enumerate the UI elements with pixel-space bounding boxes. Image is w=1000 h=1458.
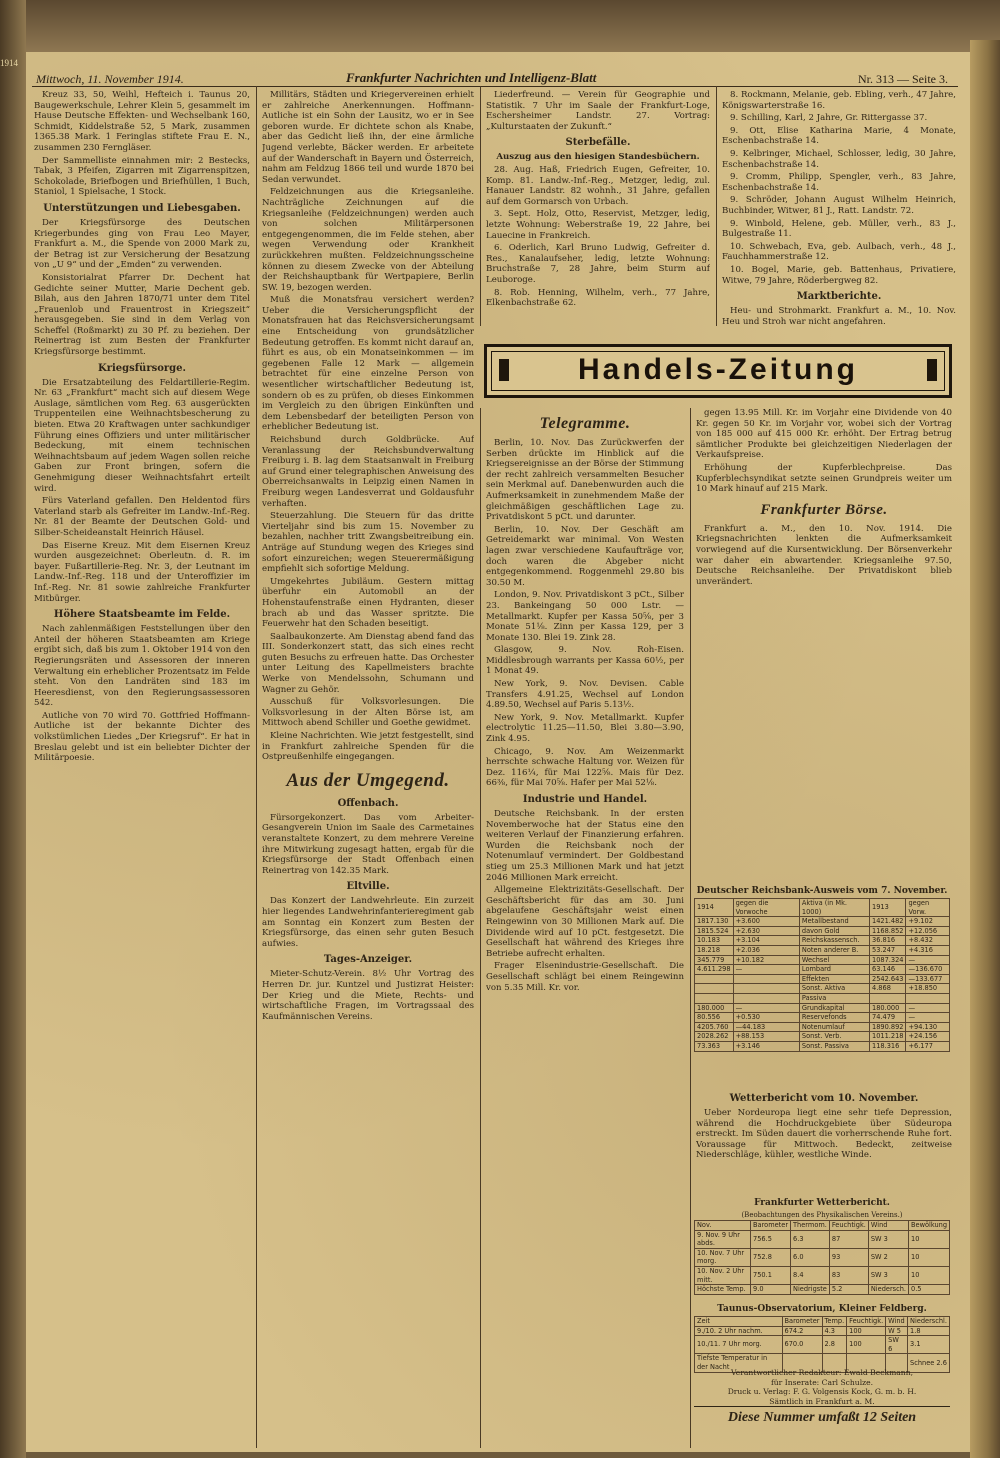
paragraph: New York, 9. Nov. Metallmarkt. Kupfer electrolytic 11.25—11.50, Blei 3.80—3.90, Zink 4.95. bbox=[486, 712, 684, 745]
table-cell: SW 3 bbox=[868, 1230, 908, 1248]
table-cell: davon Gold bbox=[799, 926, 869, 936]
table-cell: Thermom. bbox=[791, 1221, 830, 1231]
table-cell: +2.036 bbox=[733, 945, 799, 955]
table-cell bbox=[695, 984, 734, 994]
imprint bbox=[694, 1368, 950, 1427]
table-cell: 4.3 bbox=[822, 1326, 847, 1336]
paragraph: Berlin, 10. Nov. Das Zurückwerfen der Serben drückte im Hinblick auf die Kriegsereignisse an der Börse der Stimmung der recht zahlreich versammelten Besucher sein Merkmal auf. Danebenwurden auch die Aufmerksamkeit in zunehmendem Maße der gleichmäßigen geschäftlichen Lage zu. Privatdiskont 5 pCt. und darunter. bbox=[486, 438, 684, 523]
paragraph: 10. Bogel, Marie, geb. Battenhaus, Privatiere, Witwe, 79 Jahre, Röderbergweg 82. bbox=[722, 264, 956, 286]
paragraph: Erhöhung der Kupferblechpreise. Das Kupferblechsyndikat setzte seinen Grundpreis weiter um 10 Mark hinauf auf 215 Mark. bbox=[696, 462, 952, 495]
table-cell bbox=[695, 974, 734, 984]
paragraph: 8. Rockmann, Melanie, geb. Ebling, verh., 47 Jahre, Königswarterstraße 16. bbox=[722, 90, 956, 111]
paragraph: 9. Kelbringer, Michael, Schlosser, ledig, 30 Jahre, Eschenbachstraße 14. bbox=[722, 148, 956, 170]
table-cell: 8.4 bbox=[791, 1266, 830, 1284]
paragraph: Feldzeichnungen aus die Kriegsanleihe. Nachträgliche Zeichnungen auf die Kriegsanleihe (Feldzeichnungen) werden auch von solchen Militärpersonen entgegengenommen, die im Felde stehen, aber wegen Verwendung oder Krankheit zurückkehren mußten. Feldzeichnungsscheine können zu diesem Zwecke von der Abteilung der Reichshauptbank für Wertpapiere, Berlin SW. 19, bezogen werden. bbox=[262, 187, 474, 293]
table-cell bbox=[733, 993, 799, 1003]
table-cell: 10. Nov. 7 Uhr morg. bbox=[695, 1248, 751, 1266]
table-row bbox=[695, 1285, 950, 1295]
table-cell: +10.182 bbox=[733, 955, 799, 965]
table-cell: 100 bbox=[847, 1336, 886, 1354]
edge-year: 1914 bbox=[0, 58, 18, 68]
table-cell: 4205.760 bbox=[695, 1022, 734, 1032]
table-row bbox=[695, 1221, 950, 1231]
table-cell: Grundkapital bbox=[799, 1003, 869, 1013]
table-cell: 670.0 bbox=[782, 1336, 822, 1354]
table-cell: 80.556 bbox=[695, 1013, 734, 1023]
table-cell: 10./11. 7 Uhr morg. bbox=[695, 1336, 783, 1354]
paragraph: 9. Winbold, Helene, geb. Müller, verh., 83 J., Bulgestraße 11. bbox=[722, 218, 956, 240]
paragraph: Fürsorgekonzert. Das vom Arbeiter-Gesangverein Union im Saale des Carmetaines veranstaltete Konzert, zu dem mehrere Vereine ihre Mitwirkung zugesagt hatten, ergab für die Kriegsfürsorge der Stadt Offenbach einen Reinertrag von 142.35 Mark. bbox=[262, 812, 474, 876]
table-cell: W 5 bbox=[886, 1326, 908, 1336]
paragraph: Ueber Nordeuropa liegt eine sehr tiefe Depression, während die Hochdruckgebiete über Südeuropa erstreckt. Im Süden dauert die vorherrschende Ruhe fort. Voraussage für Mittwoch. Bedeckt, zeitweise Niederschläge, kühler, westliche Winde. bbox=[696, 1108, 952, 1161]
table-row bbox=[695, 1326, 950, 1336]
table-cell: gegen Vorw. bbox=[906, 899, 950, 917]
table-cell: 9.0 bbox=[751, 1285, 791, 1295]
table-title: Deutscher Reichsbank-Ausweis vom 7. November. bbox=[696, 886, 948, 896]
section-heading: Industrie und Handel. bbox=[522, 794, 648, 805]
imprint-line: Verantwortlicher Redakteur: Ewald Beckmann, bbox=[730, 1368, 914, 1377]
table-cell: Zeit bbox=[695, 1317, 783, 1327]
imprint-line: Sämtlich in Frankfurt a. M. bbox=[769, 1396, 875, 1406]
table-cell: Metallbestand bbox=[799, 917, 869, 927]
table-cell: +0.530 bbox=[733, 1013, 799, 1023]
table-row bbox=[695, 945, 950, 955]
banner-title: Handels-Zeitung bbox=[577, 353, 858, 386]
paragraph: Steuerzahlung. Die Steuern für das dritte Vierteljahr sind bis zum 15. November zu bezahlen, nachher tritt Zwangsbeitreibung ein. Anträge auf Stundung wegen des Krieges sind sofort einzureichen; wegen Steuerermäßigung empfiehlt sich sofortige Meldung. bbox=[262, 511, 474, 575]
table-cell: Reservefonds bbox=[799, 1013, 869, 1023]
table-title: Frankfurter Wetterbericht. bbox=[754, 1198, 890, 1208]
table-row bbox=[695, 917, 950, 927]
paragraph: Saalbaukonzerte. Am Dienstag abend fand das III. Sonderkonzert statt, das sich eines recht guten Besuchs zu erfreuen hatte. Das Orchester unter Leitung des Kapellmeisters brachte Werke von Mendelssohn, Schumann und Wagner zu Gehör. bbox=[262, 631, 474, 695]
paragraph: 8. Rob. Henning, Wilhelm, verh., 77 Jahre, Elkenbachstraße 62. bbox=[486, 287, 710, 309]
table-cell: SW 6 bbox=[886, 1336, 908, 1354]
column-rule bbox=[480, 86, 481, 326]
table-cell: Bewölkung bbox=[909, 1221, 950, 1231]
table-cell: +4.316 bbox=[906, 945, 950, 955]
table-cell: Höchste Temp. bbox=[695, 1285, 751, 1295]
table-cell: +8.432 bbox=[906, 936, 950, 946]
table-cell: Reichskassensch. bbox=[799, 936, 869, 946]
table-cell: Aktiva (in Mk. 1000) bbox=[799, 899, 869, 917]
paragraph: Der Kriegsfürsorge des Deutschen Kriegerbundes ging von Frau Leo Mayer, Frankfurt a. M., die Spende von 2000 Mark zu, der Betrag ist zur Versicherung der Besatzung von „U 9“ und der „Emden“ zu verwenden. bbox=[34, 217, 250, 271]
table-cell: 1.8 bbox=[908, 1326, 950, 1336]
paragraph: Muß die Monatsfrau versichert werden? Ueber die Versicherungspflicht der Monatsfrauen hat das Reichsversicherungsamt eine Entscheidung von grundsätzlicher Bedeutung getroffen. Es kommt nicht darauf an, führt es aus, ob ein Monatseinkommen — im gegebenen Falle 12 Mark — allgemein betrachtet für eine einzelne Person von wesentlicher wirtschaftlicher Bedeutung ist, sondern ob es zu prüfen, ob dieses Einkommen im Vergleich zu den übrigen Einkünften und dem Lebensbedarf der beteiligten Person von erheblicher Bedeutung ist. bbox=[262, 295, 474, 433]
table-cell: Sonst. Verb. bbox=[799, 1032, 869, 1042]
paragraph: gegen 13.95 Mill. Kr. im Vorjahr eine Dividende von 40 Kr. gegen 50 Kr. im Vorjahr vor, wobei sich der Vortrag von 185 000 auf 415 000 Kr. erhöht. Der Ertrag betrug sämtlicher Produkte bei gleichzeitigen Niederlagen der Verkaufspreise. bbox=[696, 408, 952, 461]
table-cell bbox=[733, 974, 799, 984]
column-1 bbox=[34, 90, 250, 1448]
table-cell: +6.177 bbox=[906, 1041, 950, 1051]
paragraph: Millitärs, Städten und Kriegervereinen erhielt er zahlreiche Anerkennungen. Hoffmann-Autliche ist ein Sohn der Lausitz, wo er in See geboren wurde. Er dichtete schon als Knabe, aber das Gedicht ließ ihn, der eine ärmliche Jugend verlebte, Bäcker werden. Er arbeitete auf der Wanderschaft in Bayern und Österreich, nahm am Feldzug 1866 teil und wurde 1870 bei Sedan verwundet. bbox=[262, 90, 474, 185]
table-cell: 1913 bbox=[870, 899, 906, 917]
paragraph: Kleine Nachrichten. Wie jetzt festgestellt, sind in Frankfurt zahlreiche Spenden für die Ostpreußenhilfe eingegangen. bbox=[262, 731, 474, 763]
column-rule bbox=[690, 408, 691, 1448]
table-cell: SW 2 bbox=[868, 1248, 908, 1266]
header-date: Mittwoch, 11. November 1914. bbox=[36, 72, 184, 86]
paragraph: Liederfreund. — Verein für Geographie und Statistik. 7 Uhr im Saale der Frankfurt-Loge, Eschersheimer Landstr. 27. Vortrag: „Kulturstaaten der Zukunft.“ bbox=[486, 90, 710, 132]
table-cell: Passiva bbox=[799, 993, 869, 1003]
reichsbank-table bbox=[694, 898, 950, 1052]
table-cell: — bbox=[733, 1003, 799, 1013]
table-cell: 0.5 bbox=[909, 1285, 950, 1295]
table-cell: 1087.324 bbox=[870, 955, 906, 965]
paragraph: Autliche von 70 wird 70. Gottfried Hoffmann-Autliche ist der bekannte Dichter des volkstümlichen Liedes „Der Kriegsruf“. Er hat in Breslau gelebt und ist ein beliebter Dichter der Militärpoesie. bbox=[34, 710, 250, 764]
table-cell: Effekten bbox=[799, 974, 869, 984]
frankfurt-weather bbox=[694, 1196, 950, 1295]
table-cell bbox=[695, 993, 734, 1003]
table-cell: +3.104 bbox=[733, 936, 799, 946]
header-masthead: Frankfurter Nachrichten und Intelligenz-Blatt bbox=[346, 70, 597, 85]
table-cell: 4.611.298 bbox=[695, 965, 734, 975]
table-cell: 73.363 bbox=[695, 1041, 734, 1051]
table-cell: 118.316 bbox=[870, 1041, 906, 1051]
table-cell: — bbox=[733, 965, 799, 975]
paragraph: Reichsbund durch Goldbrücke. Auf Veranlassung der Reichsbundverwaltung Freiburg i. B. lag dem Staatsanwalt in Freiburg auf Grund einer telegraphischen Anweisung des Oberreichsanwalts in Leipzig einen Namen in Freiburg wegen Landesverrat und Goldausfuhr verhaften. bbox=[262, 435, 474, 509]
table-row bbox=[695, 965, 950, 975]
table-row bbox=[695, 974, 950, 984]
table-row bbox=[695, 993, 950, 1003]
paragraph: Heu- und Strohmarkt. Frankfurt a. M., 10. Nov. Heu und Stroh war nicht angefahren. bbox=[722, 306, 956, 327]
table-cell: Tiefste Temperatur in der Nacht bbox=[695, 1354, 783, 1372]
table-cell: gegen die Vorwoche bbox=[733, 899, 799, 917]
table-row bbox=[695, 955, 950, 965]
paragraph: Der Sammelliste einnahmen mir: 2 Bestecks, Tabak, 3 Pfeifen, Zigarren mit Zigarrenspitzen, Schokolade, Briefbogen und Briefhüllen, 1 Buch, Staniol, 1 Spielsache, 1 Stock. bbox=[34, 155, 250, 198]
table-cell: +3.146 bbox=[733, 1041, 799, 1051]
handels-zeitung-banner bbox=[484, 344, 952, 398]
table-cell: +3.600 bbox=[733, 917, 799, 927]
weather-report bbox=[696, 1088, 952, 1192]
table-row bbox=[695, 1317, 950, 1327]
table-cell: 6.3 bbox=[791, 1230, 830, 1248]
table-cell: +94.130 bbox=[906, 1022, 950, 1032]
table-cell: Feuchtigk. bbox=[829, 1221, 868, 1231]
paragraph: 9. Ott, Elise Katharina Marie, 4 Monate, Eschenbachstraße 14. bbox=[722, 125, 956, 147]
table-cell: +12.056 bbox=[906, 926, 950, 936]
weather-table bbox=[694, 1220, 950, 1295]
paragraph: 10. Schwebach, Eva, geb. Aulbach, verh., 48 J., Fauchhammerstraße 12. bbox=[722, 241, 956, 263]
newspaper-page bbox=[26, 52, 970, 1452]
table-row bbox=[695, 936, 950, 946]
table-cell: Wind bbox=[868, 1221, 908, 1231]
table-cell: — bbox=[906, 1013, 950, 1023]
table-cell: 10. Nov. 2 Uhr mitt. bbox=[695, 1266, 751, 1284]
table-cell bbox=[733, 984, 799, 994]
table-title: Taunus-Observatorium, Kleiner Feldberg. bbox=[717, 1304, 927, 1314]
column-4 bbox=[722, 90, 956, 334]
column-rule bbox=[716, 86, 717, 326]
page-count-notice: Diese Nummer umfaßt 12 Seiten bbox=[694, 1406, 950, 1427]
paragraph: Kreuz 33, 50, Weihl, Hefteich i. Taunus 20, Baugewerkschule, Lehrer Klein 5, gesammelt im Hause Deutsche Effekten- und Wechselbank 160, Schmidt, Kiddelstraße 52, 5 Mark, zusammen 1365.38 Mark. 1 Feringlas stiftete Frau E. N., zusammen 230 Ferngläser. bbox=[34, 90, 250, 153]
page-edge bbox=[970, 40, 1000, 1458]
section-heading: Kriegsfürsorge. bbox=[98, 362, 186, 374]
paragraph: Ausschuß für Volksvorlesungen. Die Volksvorlesung in der Alten Börse ist, am Mittwoch abend Schiller und Goethe gewidmet. bbox=[262, 697, 474, 729]
table-cell: +88.153 bbox=[733, 1032, 799, 1042]
paragraph: London, 9. Nov. Privatdiskont 3 pCt., Silber 23. Bankeingang 50 000 Lstr. — Metallmarkt. Kupfer per Kassa 50⅝, per 3 Monate 51⅛. Zinn per Kassa 129, per 3 Monate 130. Blei 19. Zink 28. bbox=[486, 590, 684, 643]
paragraph: 9. Cromm, Philipp, Spengler, verh., 83 Jahre, Eschenbachstraße 14. bbox=[722, 172, 956, 193]
paragraph: 3. Sept. Holz, Otto, Reservist, Metzger, ledig, letzte Wohnung: Weberstraße 19, 22 Jahre, bei Lauecine in Frankreich. bbox=[486, 209, 710, 241]
table-cell: Feuchtigk. bbox=[847, 1317, 886, 1327]
paragraph: Nach zahlenmäßigen Feststellungen über den Anteil der höheren Staatsbeamten am Kriege ergibt sich, daß bis zum 1. Oktober 1914 von den Regierungsräten und Assessoren der inneren Verwaltung ein erheblicher Prozentsatz im Felde steht. Von den Landräten sind 183 im Heeresdienst, von den Regierungsassessoren 542. bbox=[34, 624, 250, 709]
reichsbank-report bbox=[694, 884, 950, 1052]
table-cell: Barometer bbox=[751, 1221, 791, 1231]
table-row bbox=[695, 1230, 950, 1248]
table-row bbox=[695, 1266, 950, 1284]
header-issue: Nr. 313 — Seite 3. bbox=[858, 72, 948, 86]
paragraph: Umgekehrtes Jubiläum. Gestern mittag überfuhr ein Automobil an der Hohenstaufenstraße einen Hydranten, dieser brach ab und das Wasser spritzte. Die Feuerwehr hat den Schaden beseitigt. bbox=[262, 576, 474, 630]
table-cell: 1011.218 bbox=[870, 1032, 906, 1042]
table-cell: — bbox=[906, 955, 950, 965]
table-cell: 345.779 bbox=[695, 955, 734, 965]
table-cell: +24.156 bbox=[906, 1032, 950, 1042]
region-heading: Aus der Umgegend. bbox=[286, 769, 450, 791]
table-cell: 10 bbox=[909, 1248, 950, 1266]
paragraph: Deutsche Reichsbank. In der ersten Novemberwoche hat der Status eine den weiteren Verlauf der Finanzierung erfahren. Wurden die Reichsbank noch der Notenumlauf vermindert. Der Goldbestand stieg um 25.3 Millionen Mark und hat jetzt 2046 Millionen Mark erreicht. bbox=[486, 809, 684, 883]
table-cell: 1890.892 bbox=[870, 1022, 906, 1032]
paragraph: 9. Schilling, Karl, 2 Jahre, Gr. Rittergasse 37. bbox=[730, 113, 928, 124]
paragraph: Glasgow, 9. Nov. Roh-Eisen. Middlesbrough warrants per Kassa 60½, per 1 Monat 49. bbox=[486, 645, 684, 677]
header-rule bbox=[32, 86, 958, 87]
table-cell: —133.677 bbox=[906, 974, 950, 984]
table-cell: Temp. bbox=[822, 1317, 847, 1327]
table-cell: 10 bbox=[909, 1266, 950, 1284]
column-6 bbox=[696, 408, 952, 878]
table-cell: 180.000 bbox=[695, 1003, 734, 1013]
paragraph: Mieter-Schutz-Verein. 8½ Uhr Vortrag des Herren Dr. jur. Kuntzel und Justizrat Heister: Der Krieg und die Miete, Rechts- und wirtschaftliche Fragen, im Vortragssaal des Kaufmännischen Vereins. bbox=[262, 969, 474, 1022]
table-cell: 1421.482 bbox=[870, 917, 906, 927]
table-cell: 5.2 bbox=[829, 1285, 868, 1295]
paragraph: Frager Elsenindustrie-Gesellschaft. Die Gesellschaft schlägt bei einem Reingewinn von 5.35 Mill. Kr. vor. bbox=[486, 961, 684, 993]
table-cell: Wind bbox=[886, 1317, 908, 1327]
paragraph: Chicago, 9. Nov. Am Weizenmarkt herrschte schwache Haltung vor. Weizen für Dez. 116¼, für Mai 122⅝. Mais für Dez. 66⅜, für Mai 70⅝. Hafer per Mai 52⅛. bbox=[486, 746, 684, 789]
table-row bbox=[695, 1041, 950, 1051]
taunus-observatory bbox=[694, 1302, 950, 1373]
book-spine bbox=[0, 0, 26, 1458]
table-cell: SW 3 bbox=[868, 1266, 908, 1284]
table-cell: Niedersch. bbox=[868, 1285, 908, 1295]
table-row bbox=[695, 1248, 950, 1266]
table-cell: — bbox=[906, 1003, 950, 1013]
paragraph: Das Konzert der Landwehrleute. Ein zurzeit hier liegendes Landwehrinfanterieregiment gab am Sonntag ein Konzert zum Besten der Kriegsfürsorge, das einen sehr guten Besuch aufwies. bbox=[262, 896, 474, 949]
section-heading: Frankfurter Börse. bbox=[760, 501, 888, 518]
table-cell: 100 bbox=[847, 1326, 886, 1336]
table-row bbox=[695, 1336, 950, 1354]
table-cell: Sonst. Passiva bbox=[799, 1041, 869, 1051]
column-rule bbox=[480, 408, 481, 1448]
imprint-line: für Inserate: Carl Schulze. bbox=[770, 1377, 874, 1387]
table-cell: 87 bbox=[829, 1230, 868, 1248]
column-5 bbox=[486, 408, 684, 1448]
column-rule bbox=[256, 86, 257, 1448]
table-cell: Notenumlauf bbox=[799, 1022, 869, 1032]
table-cell: Schnee 2.6 bbox=[908, 1354, 950, 1372]
section-heading: Höhere Staatsbeamte im Felde. bbox=[53, 609, 231, 621]
table-cell: Noten anderer B. bbox=[799, 945, 869, 955]
scan-top-strip bbox=[0, 0, 1000, 52]
table-cell: 2.8 bbox=[822, 1336, 847, 1354]
paragraph: 6. Oderlich, Karl Bruno Ludwig, Gefreiter d. Res., Kanalaufseher, ledig, letzte Wohnung: Bruchstraße 7, 28 Jahre, beim Sturm auf Leuboroge. bbox=[486, 243, 710, 285]
taunus-table bbox=[694, 1316, 950, 1373]
table-cell: Sonst. Aktiva bbox=[799, 984, 869, 994]
table-cell: 674.2 bbox=[782, 1326, 822, 1336]
table-cell: 1815.524 bbox=[695, 926, 734, 936]
table-row bbox=[695, 1032, 950, 1042]
page-header bbox=[26, 70, 970, 90]
table-cell: Lombard bbox=[799, 965, 869, 975]
section-heading: Eltville. bbox=[346, 881, 390, 893]
table-cell: 1168.852 bbox=[870, 926, 906, 936]
table-cell: —44.183 bbox=[733, 1022, 799, 1032]
paragraph: New York, 9. Nov. Devisen. Cable Transfers 4.91.25, Wechsel auf London 4.89.50, Wechsel auf Paris 5.13½. bbox=[486, 679, 684, 711]
table-cell: Niederschl. bbox=[908, 1317, 950, 1327]
table-cell: 1914 bbox=[695, 899, 734, 917]
table-cell: 3.1 bbox=[908, 1336, 950, 1354]
table-cell: 74.479 bbox=[870, 1013, 906, 1023]
section-heading: Marktberichte. bbox=[796, 291, 882, 303]
table-cell: +9.102 bbox=[906, 917, 950, 927]
section-heading: Wetterbericht vom 10. November. bbox=[729, 1093, 919, 1104]
table-cell: 93 bbox=[829, 1248, 868, 1266]
table-subtitle: (Beobachtungen des Physikalischen Vereins.) bbox=[741, 1211, 903, 1219]
paragraph: 9. Schröder, Johann August Wilhelm Heinrich, Buchbinder, Witwer, 81 J., Ratt. Landstr. 72. bbox=[722, 195, 956, 216]
table-cell: 10 bbox=[909, 1230, 950, 1248]
table-cell: —136.670 bbox=[906, 965, 950, 975]
section-heading: Tages-Anzeiger. bbox=[323, 954, 413, 966]
table-cell: 53.247 bbox=[870, 945, 906, 955]
table-cell: 10.183 bbox=[695, 936, 734, 946]
table-cell: 2542.643 bbox=[870, 974, 906, 984]
column-2 bbox=[262, 90, 474, 1448]
table-cell: 9./10. 2 Uhr nachm. bbox=[695, 1326, 783, 1336]
subheading: Auszug aus den hiesigen Standesbüchern. bbox=[496, 152, 700, 163]
table-cell: 36.816 bbox=[870, 936, 906, 946]
table-cell: Barometer bbox=[782, 1317, 822, 1327]
table-row bbox=[695, 1013, 950, 1023]
table-cell: 6.0 bbox=[791, 1248, 830, 1266]
table-row bbox=[695, 926, 950, 936]
table-cell: 18.218 bbox=[695, 945, 734, 955]
table-cell: 2028.262 bbox=[695, 1032, 734, 1042]
column-3 bbox=[486, 90, 710, 334]
table-cell: 9. Nov. 9 Uhr abds. bbox=[695, 1230, 751, 1248]
section-heading: Sterbefälle. bbox=[565, 137, 631, 149]
table-row bbox=[695, 1003, 950, 1013]
table-cell: 756.5 bbox=[751, 1230, 791, 1248]
table-cell: 750.1 bbox=[751, 1266, 791, 1284]
table-cell: 752.8 bbox=[751, 1248, 791, 1266]
imprint-line: Druck u. Verlag: F. G. Volgensis Kock, G. m. b. H. bbox=[727, 1387, 917, 1397]
section-heading: Telegramme. bbox=[539, 415, 631, 432]
paragraph: Frankfurt a. M., den 10. Nov. 1914. Die Kriegsnachrichten lenkten die Aufmerksamkeit vorwiegend auf die Kursentwicklung. Der Börsenverkehr war daher ein abwartender. Kriegsanleihe 97.50, Deutsche Reichsanleihe. Der Privatdiskont blieb unverändert. bbox=[696, 523, 952, 587]
table-cell: Nov. bbox=[695, 1221, 751, 1231]
table-cell bbox=[870, 993, 906, 1003]
table-cell: Wechsel bbox=[799, 955, 869, 965]
table-cell: 180.000 bbox=[870, 1003, 906, 1013]
table-row bbox=[695, 899, 950, 917]
paragraph: Das Eiserne Kreuz. Mit dem Eisernen Kreuz wurden ausgezeichnet: Oberleutn. d. R. im bayer. Fußartillerie-Reg. Nr. 3, der Leutnant im Landw.-Inf.-Reg. 118 und der Unteroffizier im Inf.-Reg. Nr. 81 sowie zahlreiche Frankfurter Mitbürger. bbox=[34, 540, 250, 604]
section-heading: Unterstützungen und Liebesgaben. bbox=[43, 202, 241, 214]
paragraph: Allgemeine Elektrizitäts-Gesellschaft. Der Geschäftsbericht für das am 30. Juni abgelaufene Geschäftsjahr weist einen Reingewinn von 30 Millionen Mark auf. Die Dividende wird auf 10 pCt. festgesetzt. Die Gesellschaft hat während des Krieges ihre Betriebe aufrecht erhalten. bbox=[486, 885, 684, 959]
table-cell bbox=[906, 993, 950, 1003]
table-cell: 63.146 bbox=[870, 965, 906, 975]
table-cell: 83 bbox=[829, 1266, 868, 1284]
table-row bbox=[695, 984, 950, 994]
section-heading: Offenbach. bbox=[337, 797, 399, 809]
paragraph: Berlin, 10. Nov. Der Geschäft am Getreidemarkt war minimal. Von Westen lagen zwar verschiedene Kaufaufträge vor, doch waren die Abgeber nicht entgegenkommend. Roggenmehl 29.80 bis 30.50 M. bbox=[486, 524, 684, 588]
table-cell: Niedrigste bbox=[791, 1285, 830, 1295]
paragraph: Die Ersatzabteilung des Feldartillerie-Regim. Nr. 63 „Frankfurt“ macht sich auf diesem Wege Auslage, sämtlichen vom Reg. 63 ausgerückten Truppenteilen eine Weihnachtsbescherung zu bieten. Etwa 20 Kraftwagen unter sachkundiger Führung eines Offiziers und unter militärischer Bedeckung, mit einem technischen Weihnachtsbaum auf jedem Wagen sollen reiche Gaben zur Front bringen, sofern die Genehmigung dieser Weihnachtsfahrt erteilt wird. bbox=[34, 377, 250, 494]
table-cell: 1817.130 bbox=[695, 917, 734, 927]
table-cell: +2.630 bbox=[733, 926, 799, 936]
paragraph: 28. Aug. Haß, Friedrich Eugen, Gefreiter, 10. Komp. 81. Landw.-Inf.-Reg., Metzger, ledig, zul. Hanauer Landstr. 82 wohnh., 31 Jahre, gefallen auf dem Gormarsch von Urbach. bbox=[486, 164, 710, 207]
paragraph: Fürs Vaterland gefallen. Den Heldentod fürs Vaterland starb als Gefreiter im Landw.-Inf.-Reg. Nr. 81 der Beamte der Deutschen Gold- und Silber-Scheideanstalt Heinrich Häusel. bbox=[34, 496, 250, 538]
table-row bbox=[695, 1022, 950, 1032]
table-cell: +18.850 bbox=[906, 984, 950, 994]
table-cell: 4.868 bbox=[870, 984, 906, 994]
paragraph: Konsistorialrat Pfarrer Dr. Dechent hat Gedichte seiner Mutter, Marie Dechent geb. Bilah, aus den Jahren 1870/71 unter dem Titel „Frauenlob und Frauentrost in Kriegszeit“ herausgegeben. Sie sind in dem Verlag von Scheffel (Roßmarkt) zu 30 Pf. zu beziehen. Der Reinertrag ist zum Besten der Frankfurter Kriegsfürsorge bestimmt. bbox=[34, 272, 250, 358]
